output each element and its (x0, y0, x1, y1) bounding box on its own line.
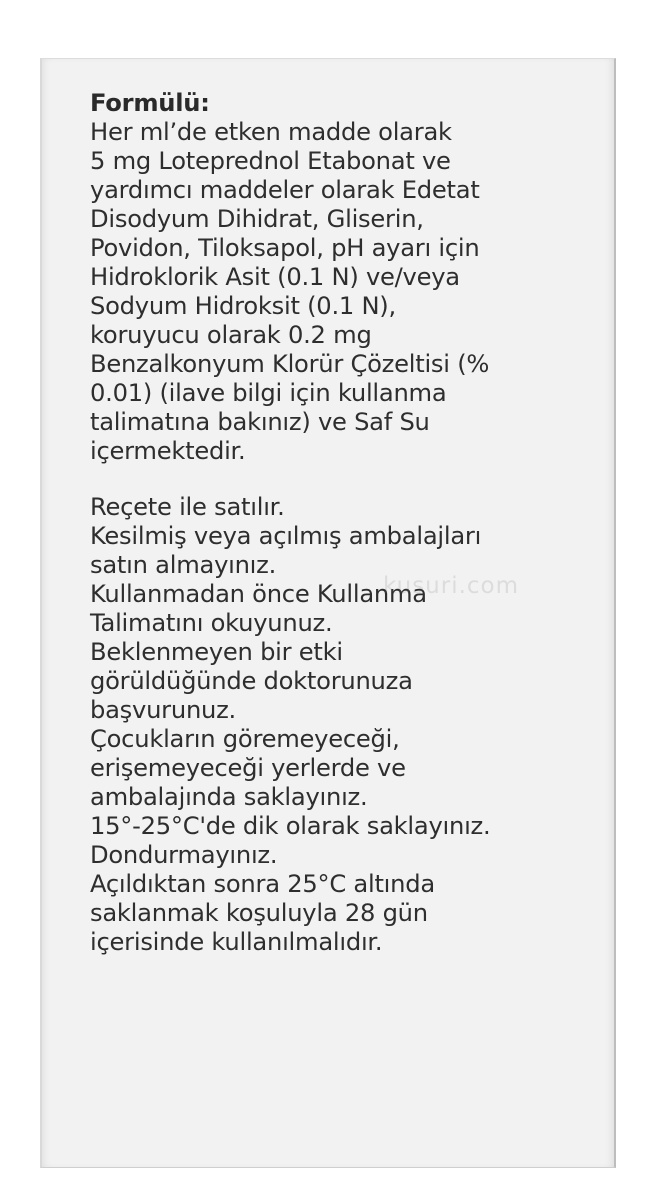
formula-section (90, 118, 590, 466)
instruction-line: 15°-25°C'de dik olarak saklayınız. (90, 812, 491, 840)
formula-heading: Formülü: (90, 89, 210, 117)
instruction-line: ambalajında saklayınız. (90, 783, 368, 811)
formula-line: yardımcı maddeler olarak Edetat (90, 176, 480, 204)
instruction-line: içerisinde kullanılmalıdır. (90, 928, 383, 956)
formula-line: Sodyum Hidroksit (0.1 N), (90, 292, 396, 320)
instruction-line: Talimatını okuyunuz. (90, 609, 333, 637)
formula-line: 5 mg Loteprednol Etabonat ve (90, 147, 451, 175)
instructions-section (90, 493, 590, 957)
formula-line: Her ml’de etken madde olarak (90, 118, 452, 146)
formula-line: içermektedir. (90, 437, 246, 465)
instruction-line: Çocukların göremeyeceği, (90, 725, 400, 753)
formula-line: Hidroklorik Asit (0.1 N) ve/veya (90, 263, 460, 291)
formula-line: Benzalkonyum Klorür Çözeltisi (% (90, 350, 490, 378)
label-text-content (90, 89, 590, 957)
instruction-line: Dondurmayınız. (90, 841, 278, 869)
instruction-line: Açıldıktan sonra 25°C altında (90, 870, 435, 898)
instruction-line: Beklenmeyen bir etki (90, 638, 343, 666)
package-label-panel (40, 58, 616, 1168)
formula-line: Disodyum Dihidrat, Gliserin, (90, 205, 424, 233)
instruction-line: Kesilmiş veya açılmış ambalajları (90, 522, 482, 550)
instruction-line: erişemeyeceği yerlerde ve (90, 754, 406, 782)
instruction-line: Kullanmadan önce Kullanma (90, 580, 427, 608)
instruction-line: başvurunuz. (90, 696, 236, 724)
instruction-line: görüldüğünde doktorunuza (90, 667, 413, 695)
instruction-line: saklanmak koşuluyla 28 gün (90, 899, 428, 927)
formula-line: talimatına bakınız) ve Saf Su (90, 408, 430, 436)
instruction-line: satın almayınız. (90, 551, 277, 579)
formula-line: Povidon, Tiloksapol, pH ayarı için (90, 234, 480, 262)
formula-line: 0.01) (ilave bilgi için kullanma (90, 379, 447, 407)
formula-line: koruyucu olarak 0.2 mg (90, 321, 372, 349)
instruction-line: Reçete ile satılır. (90, 493, 285, 521)
